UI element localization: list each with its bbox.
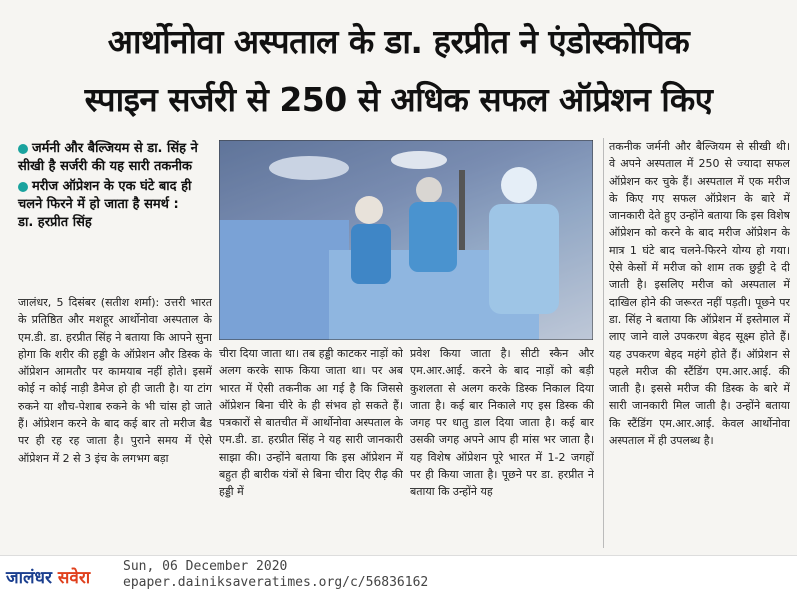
publication-logo: जालंधर सवेरा (6, 568, 91, 588)
epaper-footer (0, 555, 797, 593)
article-column-1: जालंधर, 5 दिसंबर (सतीश शर्मा): उत्तरी भारत के प्रतिष्ठित और मशहूर आर्थोनोवा अस्पताल के एम.डी. डा. हरप्रीत सिंह ने बताया कि आपने सुना होगा कि शरीर की हड्डी के ऑप्रेशन और डिस्क के ऑप्रेशन आमतौर पर कामयाब नहीं होते। इसमें कोई न कोई नाड़ी डैमेज हो ही जाती है। या टांग रुकने या शौच-पेशाब रुकने के भी चांस हो जाते हैं। ऑप्रेशन करने के बाद कई बार तो मरीज बैड पर ही रह रह जाता है। पुराने समय में ऐसे ऑप्रेशन में 2 से 3 इंच के लगभग बड़ा (18, 296, 212, 465)
epaper-url[interactable]: epaper.dainiksaveratimes.org/c/56836162 (123, 575, 429, 590)
bullet-dot-icon (18, 144, 28, 154)
article-column-2: चीरा दिया जाता था। तब हड्डी काटकर नाड़ों को अलग करके साफ किया जाता था। पर अब भारत में ऐसी तकनीक आ गई है कि जिससे ऑप्रेशन बिना चीरे के ही संभव हो सकते हैं। पत्रकारों से बातचीत में आर्थोनोवा अस्पताल के एम.डी. डा. हरप्रीत सिंह ने यह सारी जानकारी साझा की। उन्होंने बताया कि इस ऑप्रेशन में बहुत ही बारीक यंत्रों से बिना चीरा दिए रीढ़ की हड्डी में (219, 347, 403, 499)
article-column-3: प्रवेश किया जाता है। सीटी स्कैन और एम.आर.आई. करने के बाद नाड़ों को बड़ी कुशलता से अलग करके डिस्क निकाल दिया जाता है। कई बार निकाले गए इस डिस्क की जगह पर धातु डाल दिया जाता है। कई बार उसकी जगह अपने आप ही मांस भर जाता है। यह विशेष ऑप्रेशन पूरे भारत में 1-2 जगहों पर ही किया जाता है। पूछने पर डा. हरप्रीत ने बताया कि उन्होंने यह (410, 347, 594, 499)
article-column-4: तकनीक जर्मनी और बैल्जियम से सीखी थी। वे अपने अस्पताल में 250 से ज्यादा सफल ऑप्रेशन कर चुके हैं। अस्पताल में एक मरीज के किए गए सफल ऑप्रेशन के बारे में जानकारी देते हुए उन्होंने बताया कि इस विशेष ऑप्रेशन को करने के बाद मरीज ऑप्रेशन के मात्र 1 घंटे बाद चलने-फिरने योग्य हो गया। ऐसे केसों में मरीज को शाम तक छुट्टी दे दी जाती है। इसलिए मरीज को अस्पताल में दाखिल होने की जरूरत नहीं पड़ती। पूछने पर डा. सिंह ने बताया कि ऑप्रेशन में इस्तेमाल में लाए जाने वाले उपकरण बेहद सूक्ष्म होते हैं। यह उपकरण बेहद महंगे होते हैं। ऑप्रेशन से पहले मरीज की स्टैंडिंग एम.आर.आई. की जाती है। इससे मरीज की डिस्क के बारे में सारी जानकारी मिल जाती है। उन्होंने बताया कि स्टैंडिंग एम.आर.आई. केवल आर्थोनोवा अस्पताल में ही उपलब्ध है। (609, 140, 790, 448)
surgery-photo (219, 140, 593, 340)
highlight-bullets (18, 140, 198, 234)
highlight-bullet: मरीज ऑप्रेशन के एक घंटे बाद ही चलने फिरने में हो जाता है समर्थ : डा. हरप्रीत सिंह (18, 179, 192, 230)
publication-date: Sun, 06 December 2020 (123, 559, 288, 574)
surgery-photo-illustration (219, 140, 593, 340)
column-divider (603, 138, 604, 548)
headline-line-2: स्पाइन सर्जरी से 250 से अधिक सफल ऑप्रेशन किए (84, 80, 713, 119)
bullet-dot-icon (18, 182, 28, 192)
highlight-bullet: जर्मनी और बैल्जियम से डा. सिंह ने सीखी है सर्जरी की यह सारी तकनीक (18, 141, 198, 174)
headline-line-1: आर्थोनोवा अस्पताल के डा. हरप्रीत ने एंडोस्कोपिक (107, 22, 690, 61)
